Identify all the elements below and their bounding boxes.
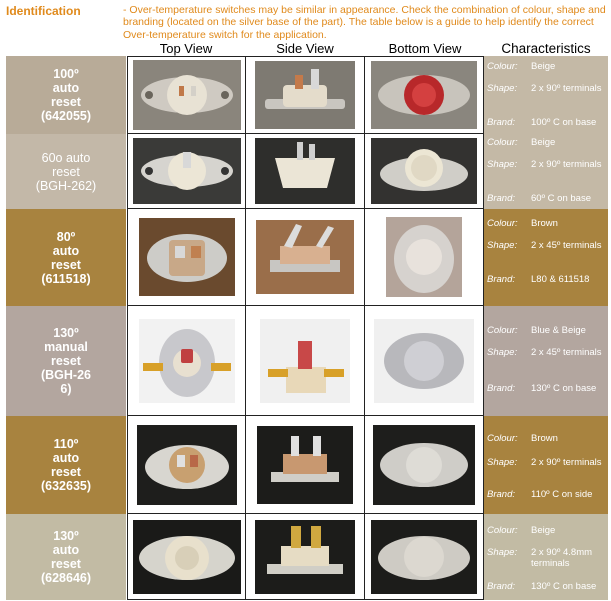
shape-key: Shape: [487,83,518,94]
side-view-photo [255,61,355,129]
brand-value: 130º C on base [531,581,597,592]
brand-key: Brand: [487,383,515,394]
colour-key: Colour: [487,61,518,72]
top-view-cell [127,416,246,514]
bottom-view-cell [365,209,484,306]
characteristics-cell [484,306,608,416]
shape-key: Shape: [487,457,518,468]
brand-value: 110º C on side [531,489,593,500]
top-view-photo [139,319,235,403]
intro-text: - Over-temperature switches may be similar in appearance. Check the combination of colour, shape and branding (located on the silver base of the part). The table below is a guide to help identify the correct Over-temperature switch for the application. [123,4,606,41]
brand-key: Brand: [487,117,515,128]
brand-key: Brand: [487,274,515,285]
row-label: 100º auto reset (642055) [6,56,126,134]
shape-value: 2 x 45º terminals [531,347,602,358]
shape-value: 2 x 45º terminals [531,240,602,251]
table-row [6,56,608,134]
top-view-cell [127,306,246,416]
table-row [6,134,608,209]
colour-value: Beige [531,61,556,72]
col-header-side-view: Side View [276,41,334,56]
top-view-photo [137,425,237,505]
brand-value: 100º C on base [531,117,597,128]
bottom-view-photo [373,425,475,505]
brand-key: Brand: [487,581,515,592]
colour-value: Brown [531,218,558,229]
characteristics-cell [484,416,608,514]
top-view-photo [139,218,235,296]
top-view-photo [133,60,241,130]
colour-key: Colour: [487,433,518,444]
bottom-view-photo [371,61,477,129]
characteristics-cell [484,56,608,134]
table-row [6,306,608,416]
characteristics-cell [484,514,608,600]
side-view-cell [246,514,365,600]
side-view-cell [246,209,365,306]
top-view-cell [127,514,246,600]
side-view-cell [246,56,365,134]
bottom-view-cell [365,56,484,134]
top-view-cell [127,209,246,306]
row-label: 130º auto reset (628646) [6,514,126,600]
bottom-view-photo [371,138,477,204]
characteristics-cell [484,134,608,209]
top-view-photo [133,520,241,594]
bottom-view-cell [365,306,484,416]
col-header-top-view: Top View [159,41,213,56]
shape-key: Shape: [487,240,518,251]
bottom-view-cell [365,134,484,209]
side-view-photo [260,319,350,403]
top-view-cell [127,134,246,209]
row-label: 60o auto reset (BGH-262) [6,134,126,209]
side-view-photo [255,520,355,594]
brand-key: Brand: [487,193,515,204]
brand-value: 60º C on base [531,193,591,204]
row-label: 110º auto reset (632635) [6,416,126,514]
brand-value: 130º C on base [531,383,597,394]
table-row [6,514,608,600]
side-view-cell [246,134,365,209]
bottom-view-cell [365,514,484,600]
shape-value: 2 x 90º terminals [531,159,602,170]
shape-value: 2 x 90º terminals [531,457,602,468]
side-view-cell [246,416,365,514]
top-view-cell [127,56,246,134]
col-header-characteristics: Characteristics [501,41,591,56]
shape-key: Shape: [487,159,518,170]
top-view-photo [133,138,241,204]
colour-key: Colour: [487,137,518,148]
bottom-view-photo [371,520,477,594]
colour-key: Colour: [487,218,518,229]
bottom-view-photo [374,319,474,403]
side-view-photo [257,426,353,504]
colour-key: Colour: [487,325,518,336]
shape-value: 2 x 90º 4.8mm terminals [531,547,593,569]
table-row [6,209,608,306]
bottom-view-cell [365,416,484,514]
identification-title: Identification [6,4,81,18]
colour-value: Beige [531,137,556,148]
shape-key: Shape: [487,347,518,358]
col-header-bottom-view: Bottom View [388,41,462,56]
brand-key: Brand: [487,489,515,500]
bottom-view-photo [386,217,462,297]
table-row [6,416,608,514]
side-view-photo [256,220,354,294]
colour-value: Blue & Beige [531,325,586,336]
side-view-cell [246,306,365,416]
row-label: 80º auto reset (611518) [6,209,126,306]
row-label: 130º manual reset (BGH-26 6) [6,306,126,416]
brand-value: L80 & 611518 [531,274,590,285]
side-view-photo [255,138,355,204]
shape-key: Shape: [487,547,518,558]
colour-value: Brown [531,433,558,444]
shape-value: 2 x 90º terminals [531,83,602,94]
characteristics-cell [484,209,608,306]
colour-value: Beige [531,525,556,536]
colour-key: Colour: [487,525,518,536]
